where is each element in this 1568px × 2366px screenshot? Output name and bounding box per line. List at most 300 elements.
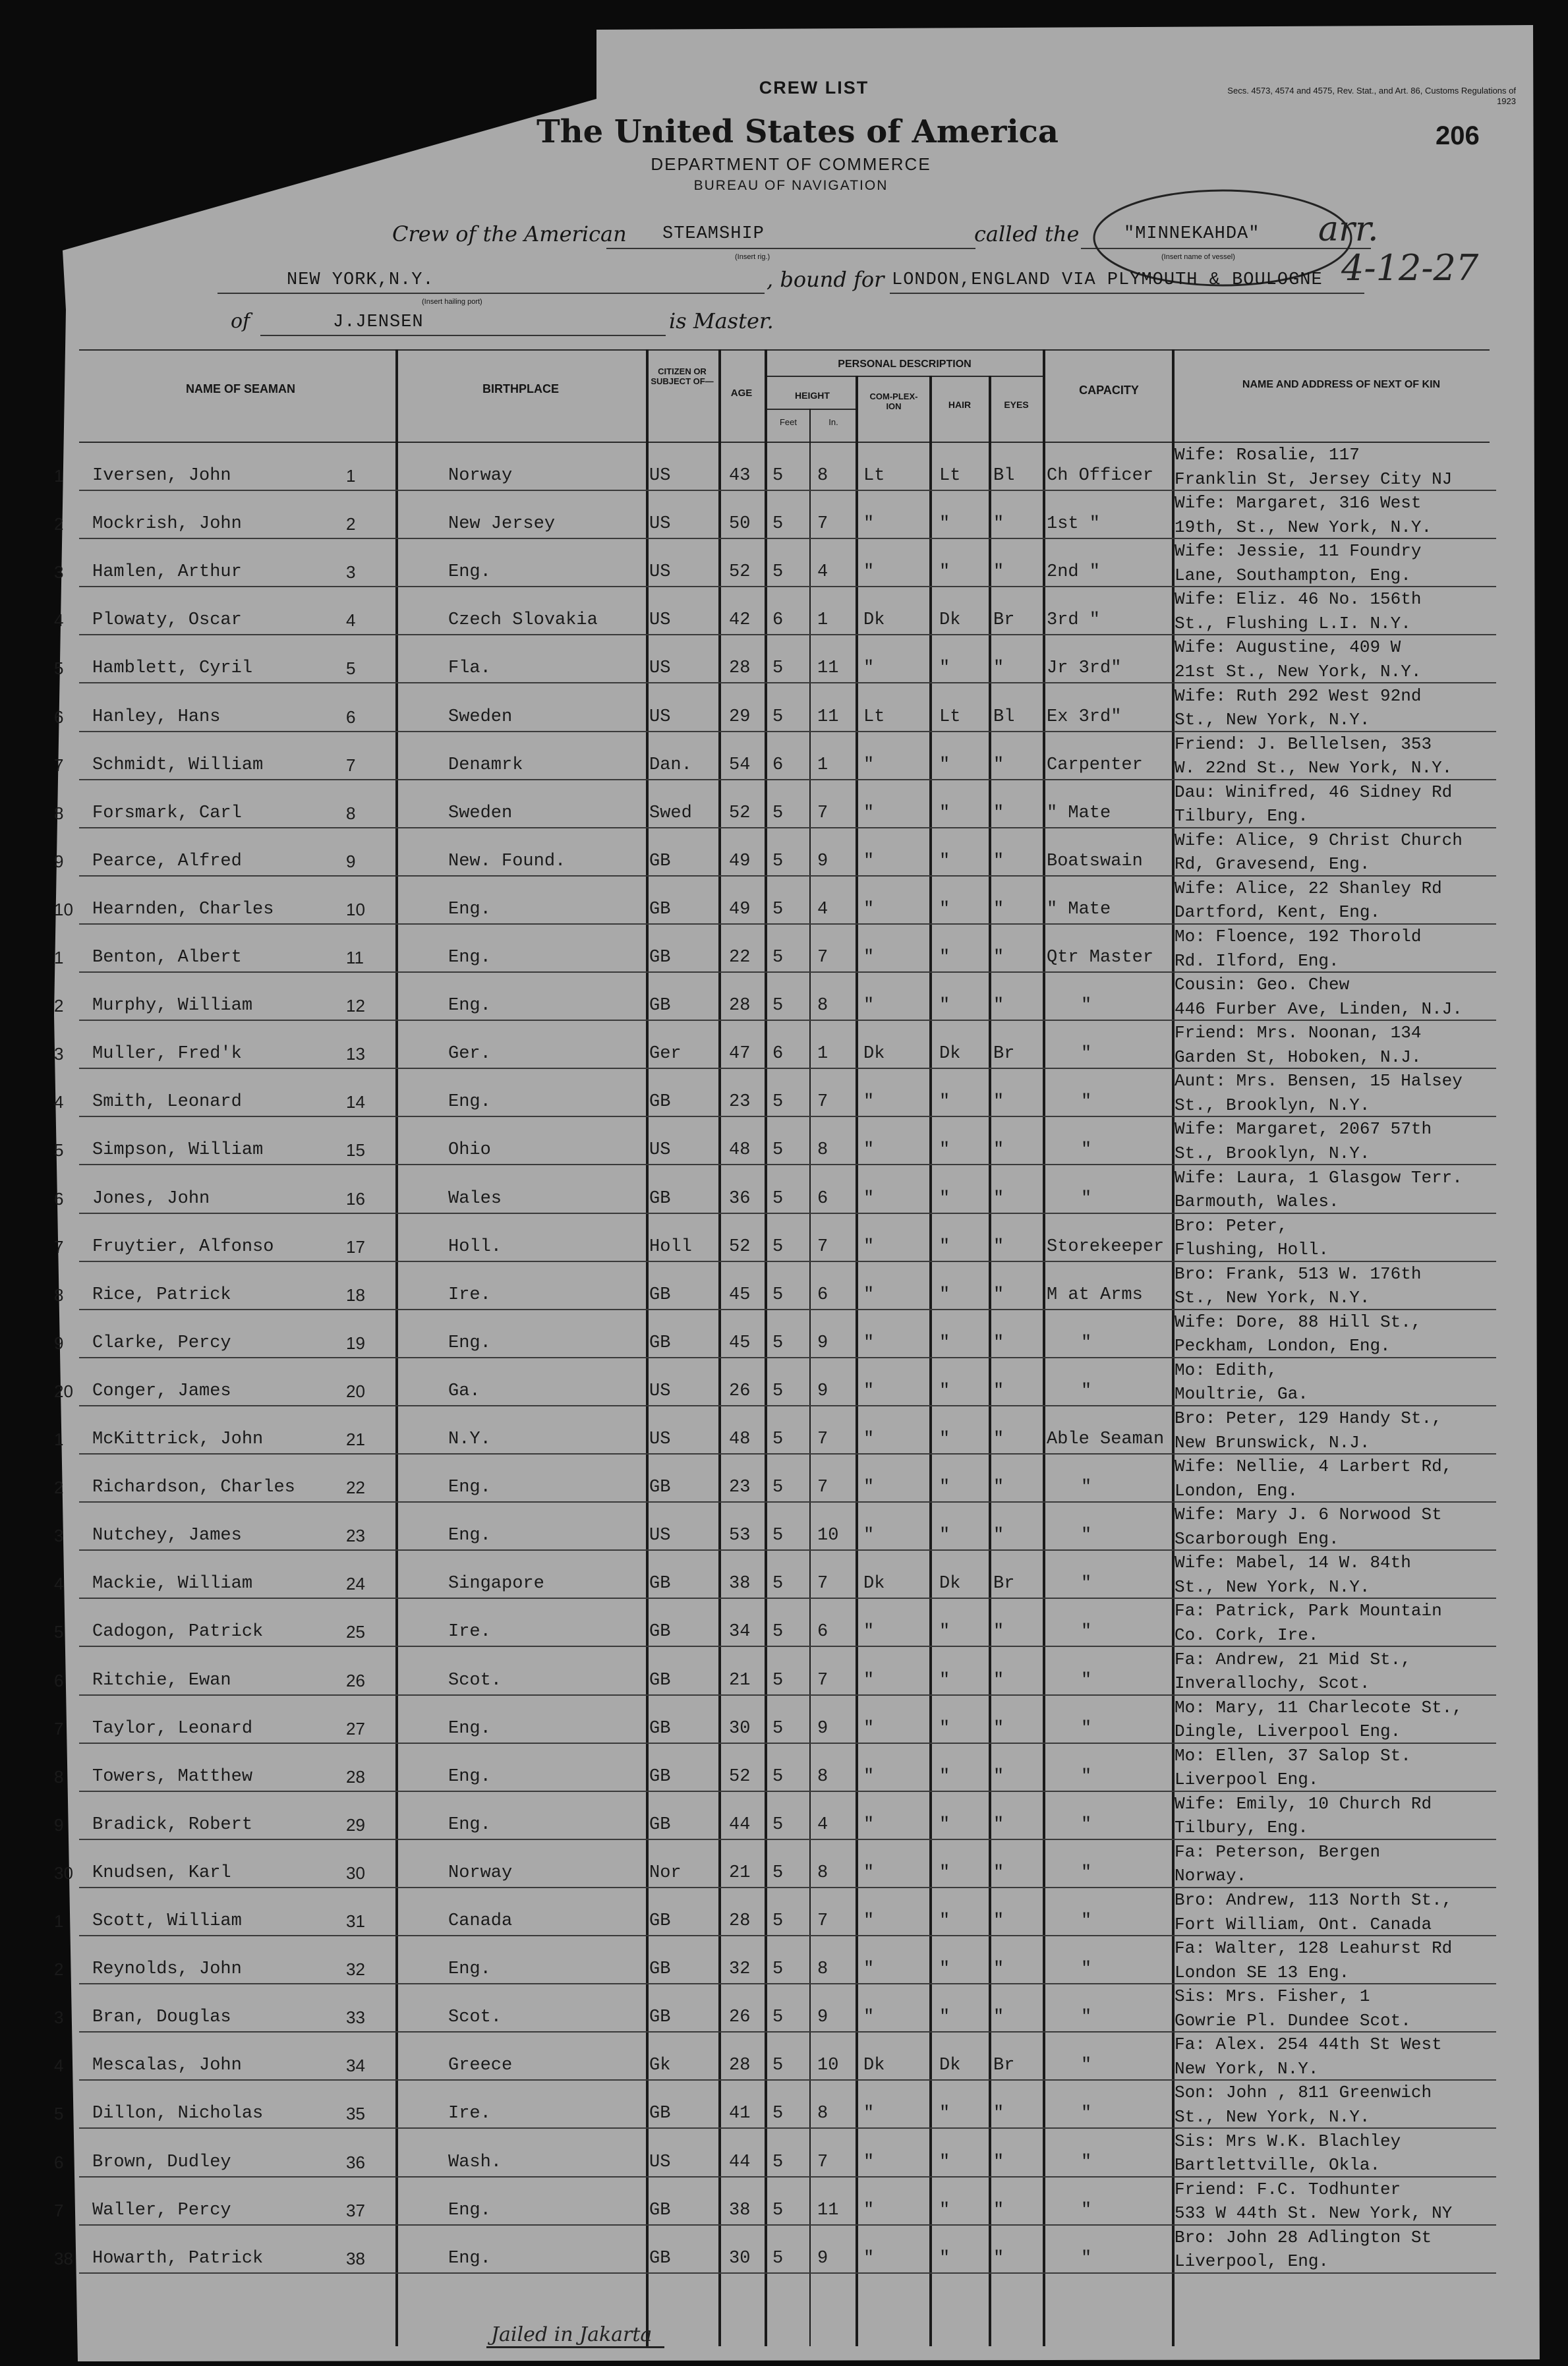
row-rule <box>79 875 1496 877</box>
height-feet: 6 <box>772 610 784 631</box>
handwritten-arr: arr. <box>1318 210 1379 249</box>
department-heading: DEPARTMENT OF COMMERCE <box>651 154 931 174</box>
citizenship: GB <box>649 2104 671 2124</box>
height-feet: 5 <box>772 1381 784 1401</box>
height-inches: 6 <box>817 1284 828 1305</box>
vessel-name: "MINNEKAHDA" <box>1124 224 1260 244</box>
row-rule <box>79 634 1496 635</box>
seaman-name: Murphy, William <box>92 996 253 1016</box>
seaman-name: Fruytier, Alfonso <box>92 1236 274 1257</box>
citizenship: US <box>649 562 671 583</box>
height-inches: 8 <box>817 1862 828 1883</box>
kin-line: Wife: Emily, 10 Church Rd <box>1175 1793 1432 1814</box>
capacity: Qtr Master <box>1047 948 1154 967</box>
complexion: " <box>863 562 875 583</box>
hair: Dk <box>939 1574 961 1594</box>
hair: Dk <box>939 1044 961 1064</box>
hair: " <box>939 2007 950 2028</box>
birthplace: Singapore <box>448 1574 544 1594</box>
age: 21 <box>729 1862 751 1883</box>
eyes: Br <box>993 2056 1015 2076</box>
row-margin-number: 5 <box>54 1140 64 1161</box>
seaman-number: 33 <box>346 2007 365 2028</box>
col-header-feet: Feet <box>779 417 797 427</box>
age: 29 <box>729 707 751 727</box>
seaman-number: 11 <box>346 948 364 967</box>
kin-line: Sis: Mrs W.K. Blachley <box>1175 2131 1401 2151</box>
row-rule <box>79 2176 1496 2178</box>
seaman-number: 5 <box>346 658 356 679</box>
capacity: " <box>1081 2056 1092 2076</box>
height-feet: 5 <box>772 707 784 727</box>
birthplace: Fla. <box>448 658 491 679</box>
country-heading: The United States of America <box>536 113 1059 150</box>
complexion: Dk <box>863 1044 885 1064</box>
kin-line: Dau: Winifred, 46 Sidney Rd <box>1175 782 1453 802</box>
eyes: " <box>993 1284 1004 1305</box>
row-rule <box>79 1213 1496 1214</box>
row-margin-number: 8 <box>54 1766 64 1787</box>
hair: Lt <box>939 707 961 727</box>
col-header-complexion: COM-PLEX-ION <box>869 391 918 411</box>
capacity: " Mate <box>1047 899 1111 919</box>
citizenship: US <box>649 610 671 631</box>
row-rule <box>79 923 1496 925</box>
eyes: " <box>993 1092 1004 1112</box>
kin-line: St., Brooklyn, N.Y. <box>1175 1143 1370 1163</box>
kin-line: Wife: Jessie, 11 Foundry <box>1175 541 1422 562</box>
citizenship: Holl <box>649 1236 692 1257</box>
seaman-name: Towers, Matthew <box>92 1766 253 1787</box>
eyes: " <box>993 1526 1004 1546</box>
capacity: " <box>1081 1140 1092 1161</box>
age: 34 <box>729 1622 751 1642</box>
capacity: " <box>1081 1092 1092 1112</box>
seaman-name: Cadogon, Patrick <box>92 1622 264 1642</box>
seaman-name: Mackie, William <box>92 1574 253 1594</box>
seaman-name: Mockrish, John <box>92 514 242 534</box>
age: 50 <box>729 514 751 534</box>
age: 53 <box>729 1526 751 1546</box>
row-rule <box>79 1020 1496 1021</box>
kin-line: Dartford, Kent, Eng. <box>1175 902 1381 923</box>
citizenship: GB <box>649 948 671 967</box>
kin-line: Liverpool, Eng. <box>1175 2251 1329 2272</box>
age: 54 <box>729 755 751 775</box>
citizenship: US <box>649 658 671 679</box>
row-margin-number: 1 <box>54 1911 64 1931</box>
seaman-number: 10 <box>346 899 365 919</box>
hair: " <box>939 1284 950 1305</box>
citizenship: GB <box>649 1092 671 1112</box>
capacity: " <box>1081 1526 1092 1546</box>
birthplace: Norway <box>448 466 513 486</box>
age: 45 <box>729 1284 751 1305</box>
citizenship: US <box>649 1140 671 1161</box>
height-inches: 8 <box>817 1959 828 1980</box>
height-inches: 7 <box>817 1236 828 1257</box>
birthplace: Czech Slovakia <box>448 610 598 631</box>
age: 23 <box>729 1478 751 1498</box>
seaman-name: Plowaty, Oscar <box>92 610 242 631</box>
row-rule <box>79 2224 1496 2226</box>
hair: " <box>939 2152 950 2172</box>
col-header-height: HEIGHT <box>795 390 830 401</box>
kin-line: Friend: Mrs. Noonan, 134 <box>1175 1023 1422 1043</box>
height-inches: 9 <box>817 2007 828 2028</box>
citizenship: US <box>649 1429 671 1449</box>
kin-line: Rd. Ilford, Eng. <box>1175 950 1339 971</box>
seaman-name: Muller, Fred'k <box>92 1044 242 1064</box>
capacity: " <box>1081 1622 1092 1642</box>
age: 28 <box>729 2056 751 2076</box>
citizenship: GB <box>649 1478 671 1498</box>
seaman-number: 15 <box>346 1140 365 1161</box>
kin-line: Inverallochy, Scot. <box>1175 1673 1370 1694</box>
seaman-number: 22 <box>346 1478 365 1498</box>
complexion: " <box>863 1381 875 1401</box>
hair: " <box>939 1092 950 1112</box>
complexion: " <box>863 1526 875 1546</box>
hair: " <box>939 1670 950 1690</box>
height-inches: 1 <box>817 610 828 631</box>
citizenship: GB <box>649 1574 671 1594</box>
row-rule <box>79 1887 1496 1888</box>
row-rule <box>79 1791 1496 1792</box>
birthplace: N.Y. <box>448 1429 491 1449</box>
kin-line: St., Brooklyn, N.Y. <box>1175 1095 1370 1115</box>
citizenship: US <box>649 1381 671 1401</box>
statute-reference: Secs. 4573, 4574 and 4575, Rev. Stat., and Art. 86, Customs Regulations of 1923 <box>1227 86 1516 106</box>
capacity: 1st " <box>1047 514 1101 534</box>
capacity: M at Arms <box>1047 1284 1143 1305</box>
complexion: " <box>863 658 875 679</box>
height-feet: 5 <box>772 1814 784 1835</box>
citizenship: Swed <box>649 803 692 823</box>
age: 43 <box>729 466 751 486</box>
complexion: " <box>863 2200 875 2220</box>
called-label: called the <box>974 221 1080 246</box>
col-header-citizen: CITIZEN OR SUBJECT OF— <box>651 366 714 386</box>
kin-line: Wife: Mary J. 6 Norwood St <box>1175 1505 1442 1525</box>
citizenship: Ger <box>649 1044 682 1064</box>
kin-line: Wife: Eliz. 46 No. 156th <box>1175 589 1422 610</box>
rig-underline <box>606 248 975 249</box>
row-rule <box>79 1405 1496 1406</box>
seaman-number: 27 <box>346 1718 365 1739</box>
master-name: J.JENSEN <box>333 312 424 332</box>
citizenship: US <box>649 514 671 534</box>
port-note: (Insert hailing port) <box>422 298 482 306</box>
kin-line: Bro: Andrew, 113 North St., <box>1175 1890 1453 1910</box>
kin-line: 21st St., New York, N.Y. <box>1175 661 1422 681</box>
seaman-number: 3 <box>346 562 356 583</box>
row-margin-number: 2 <box>54 1478 64 1498</box>
birthplace: Greece <box>448 2056 513 2076</box>
seaman-number: 19 <box>346 1333 365 1353</box>
capacity: " <box>1081 2200 1092 2220</box>
complexion: " <box>863 2104 875 2124</box>
complexion: " <box>863 1959 875 1980</box>
citizenship: GB <box>649 2200 671 2220</box>
kin-line: Mo: Floence, 192 Thorold <box>1175 927 1422 946</box>
form-title: CREW LIST <box>759 78 869 98</box>
handwritten-date: 4-12-27 <box>1341 247 1479 289</box>
kin-line: Wife: Nellie, 4 Larbert Rd, <box>1175 1457 1453 1477</box>
hair: " <box>939 1429 950 1449</box>
height-feet: 5 <box>772 2200 784 2220</box>
citizenship: GB <box>649 1333 671 1353</box>
row-margin-number: 2 <box>54 996 64 1016</box>
seaman-number: 38 <box>346 2248 365 2268</box>
crew-of-label: Crew of the American <box>392 221 627 246</box>
height-inches: 6 <box>817 1622 828 1642</box>
hair: " <box>939 1718 950 1739</box>
height-inches: 10 <box>817 2056 839 2076</box>
row-rule <box>79 971 1496 973</box>
kin-line: Bro: Peter, 129 Handy St., <box>1175 1408 1442 1428</box>
height-inches: 1 <box>817 1044 828 1064</box>
seaman-number: 24 <box>346 1574 365 1594</box>
complexion: " <box>863 1236 875 1257</box>
age: 45 <box>729 1333 751 1353</box>
eyes: " <box>993 2248 1004 2268</box>
complexion: Lt <box>863 466 885 486</box>
age: 48 <box>729 1429 751 1449</box>
citizenship: US <box>649 1526 671 1546</box>
kin-line: Fa: Peterson, Bergen <box>1175 1841 1381 1862</box>
eyes: " <box>993 1478 1004 1498</box>
row-rule <box>79 1261 1496 1262</box>
seaman-name: Hamlen, Arthur <box>92 562 242 583</box>
height-feet: 5 <box>772 562 784 583</box>
citizenship: Gk <box>649 2056 671 2076</box>
height-inches: 9 <box>817 2248 828 2268</box>
complexion: " <box>863 1622 875 1642</box>
seaman-name: Jones, John <box>92 1188 210 1209</box>
birthplace: Ire. <box>448 1284 491 1305</box>
eyes: " <box>993 562 1004 583</box>
row-rule <box>79 1646 1496 1647</box>
capacity: " <box>1081 1574 1092 1594</box>
capacity: " <box>1081 1814 1092 1835</box>
complexion: Dk <box>863 610 885 631</box>
age: 22 <box>729 948 751 967</box>
row-margin-number: 3 <box>54 1526 64 1546</box>
height-feet: 5 <box>772 851 784 871</box>
capacity: Able Seaman <box>1047 1429 1165 1449</box>
seaman-number: 9 <box>346 851 356 871</box>
row-rule <box>79 1357 1496 1358</box>
row-margin-number: 2 <box>54 1959 64 1980</box>
birthplace: New. Found. <box>448 851 566 871</box>
seaman-number: 14 <box>346 1092 365 1112</box>
seaman-number: 17 <box>346 1236 365 1257</box>
citizenship: GB <box>649 1670 671 1690</box>
seaman-number: 35 <box>346 2104 365 2124</box>
kin-line: Wife: Mabel, 14 W. 84th <box>1175 1553 1411 1573</box>
seaman-number: 2 <box>346 514 356 534</box>
kin-line: Tilbury, Eng. <box>1175 1818 1308 1838</box>
page-number: 206 <box>1436 121 1480 150</box>
height-inches: 6 <box>817 1188 828 1209</box>
row-margin-number: 2 <box>54 514 64 534</box>
complexion: Dk <box>863 1574 885 1594</box>
kin-line: 533 W 44th St. New York, NY <box>1175 2203 1453 2224</box>
height-feet: 5 <box>772 1766 784 1787</box>
age: 38 <box>729 2200 751 2220</box>
height-inches: 11 <box>817 658 839 679</box>
height-inches: 9 <box>817 1333 828 1353</box>
capacity: " <box>1081 1911 1092 1931</box>
hair: " <box>939 1140 950 1161</box>
height-feet: 5 <box>772 1959 784 1980</box>
kin-line: Gowrie Pl. Dundee Scot. <box>1175 2010 1411 2031</box>
eyes: " <box>993 1911 1004 1931</box>
kin-line: London, Eng. <box>1175 1480 1298 1501</box>
complexion: " <box>863 514 875 534</box>
birthplace: Eng. <box>448 2248 491 2268</box>
row-margin-number: 3 <box>54 1044 64 1064</box>
complexion: " <box>863 803 875 823</box>
height-feet: 5 <box>772 948 784 967</box>
seaman-name: Pearce, Alfred <box>92 851 242 871</box>
seaman-number: 18 <box>346 1284 365 1305</box>
citizenship: GB <box>649 1622 671 1642</box>
row-rule <box>79 1309 1496 1310</box>
height-inches: 7 <box>817 1574 828 1594</box>
citizenship: GB <box>649 1911 671 1931</box>
height-inches: 4 <box>817 899 828 919</box>
height-feet: 5 <box>772 466 784 486</box>
eyes: " <box>993 851 1004 871</box>
row-margin-number: 9 <box>54 1814 64 1835</box>
citizenship: GB <box>649 851 671 871</box>
kin-line: Mo: Mary, 11 Charlecote St., <box>1175 1697 1463 1717</box>
seaman-name: Scott, William <box>92 1911 242 1931</box>
eyes: " <box>993 1140 1004 1161</box>
row-margin-number: 38 <box>54 2248 73 2268</box>
height-feet: 5 <box>772 1140 784 1161</box>
eyes: Br <box>993 1044 1015 1064</box>
capacity: " <box>1081 2152 1092 2172</box>
row-rule <box>79 827 1496 828</box>
seaman-name: Simpson, William <box>92 1140 264 1161</box>
row-rule <box>79 586 1496 587</box>
seaman-number: 30 <box>346 1862 365 1883</box>
seaman-name: Schmidt, William <box>92 755 264 775</box>
hair: " <box>939 1188 950 1209</box>
kin-line: Fa: Walter, 128 Leahurst Rd <box>1175 1938 1453 1959</box>
row-margin-number: 7 <box>54 2200 64 2220</box>
hair: " <box>939 948 950 967</box>
birthplace: New Jersey <box>448 514 556 534</box>
hair: " <box>939 562 950 583</box>
row-rule <box>79 1453 1496 1455</box>
eyes: " <box>993 2104 1004 2124</box>
eyes: " <box>993 1670 1004 1690</box>
hair: " <box>939 755 950 775</box>
capacity: 3rd " <box>1047 610 1101 631</box>
complexion: " <box>863 1814 875 1835</box>
height-inches: 4 <box>817 1814 828 1835</box>
table-top-rule <box>79 349 1490 351</box>
bound-for-label: , bound for <box>767 267 885 292</box>
row-margin-number: 3 <box>54 2007 64 2028</box>
kin-line: Bro: Peter, <box>1175 1215 1288 1236</box>
complexion: " <box>863 1188 875 1209</box>
kin-line: Fort William, Ont. Canada <box>1175 1914 1432 1934</box>
seaman-name: Hanley, Hans <box>92 707 221 727</box>
height-inches: 9 <box>817 1381 828 1401</box>
age: 47 <box>729 1044 751 1064</box>
hair: " <box>939 1381 950 1401</box>
citizenship: GB <box>649 1718 671 1739</box>
capacity: " <box>1081 2007 1092 2028</box>
kin-line: Wife: Dore, 88 Hill St., <box>1175 1312 1422 1332</box>
hair: " <box>939 1862 950 1883</box>
eyes: " <box>993 2200 1004 2220</box>
kin-line: St., New York, N.Y. <box>1175 1576 1370 1597</box>
complexion: " <box>863 996 875 1016</box>
seaman-name: Conger, James <box>92 1381 231 1401</box>
height-feet: 5 <box>772 1670 784 1690</box>
birthplace: Wash. <box>448 2152 502 2172</box>
kin-line: Wife: Laura, 1 Glasgow Terr. <box>1175 1167 1463 1188</box>
age: 48 <box>729 1140 751 1161</box>
row-margin-number: 30 <box>54 1862 73 1883</box>
height-inches: 7 <box>817 803 828 823</box>
row-margin-number: 6 <box>54 1188 64 1209</box>
kin-line: Lane, Southampton, Eng. <box>1175 565 1411 585</box>
complexion: " <box>863 1140 875 1161</box>
height-feet: 5 <box>772 2007 784 2028</box>
birthplace: Eng. <box>448 1959 491 1980</box>
col-header-personal: PERSONAL DESCRIPTION <box>838 359 972 370</box>
seaman-number: 4 <box>346 610 356 631</box>
height-feet: 5 <box>772 2104 784 2124</box>
age: 36 <box>729 1188 751 1209</box>
seaman-number: 31 <box>346 1911 365 1931</box>
citizenship: Dan. <box>649 755 692 775</box>
birthplace: Eng. <box>448 1766 491 1787</box>
kin-line: New York, N.Y. <box>1175 2058 1319 2079</box>
row-margin-number: 6 <box>54 2152 64 2172</box>
kin-line: Wife: Alice, 22 Shanley Rd <box>1175 878 1442 898</box>
seaman-number: 6 <box>346 707 356 727</box>
seaman-number: 25 <box>346 1622 365 1642</box>
kin-line: St., Flushing L.I. N.Y. <box>1175 613 1411 633</box>
kin-line: Moultrie, Ga. <box>1175 1384 1308 1404</box>
eyes: " <box>993 1188 1004 1209</box>
kin-line: W. 22nd St., New York, N.Y. <box>1175 758 1453 778</box>
rig-value: STEAMSHIP <box>662 224 765 244</box>
eyes: " <box>993 658 1004 679</box>
row-rule <box>79 538 1496 539</box>
kin-line: New Brunswick, N.J. <box>1175 1432 1370 1453</box>
birthplace: Eng. <box>448 1333 491 1353</box>
citizenship: GB <box>649 899 671 919</box>
birthplace: Ger. <box>448 1044 491 1064</box>
hair: " <box>939 996 950 1016</box>
row-margin-number: 9 <box>54 1333 64 1353</box>
seaman-number: 8 <box>346 803 356 823</box>
birthplace: Sweden <box>448 803 513 823</box>
col-header-name: NAME OF SEAMAN <box>186 382 295 395</box>
row-rule <box>79 2127 1496 2129</box>
seaman-number: 12 <box>346 996 365 1016</box>
capacity: " <box>1081 1862 1092 1883</box>
